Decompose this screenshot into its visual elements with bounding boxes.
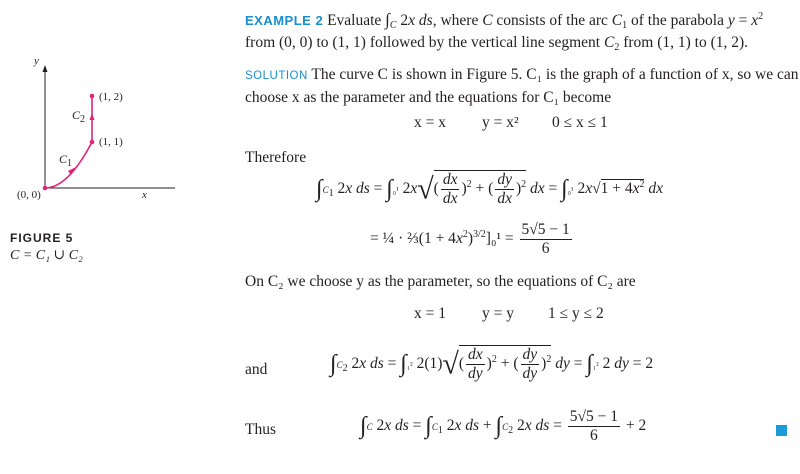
c2-parameter-line: On C₂ we choose y as the parameter, so the equations of C₂ are: [245, 273, 636, 290]
equation-3: ∫C 2x ds = $\int C_1$ 2x ds + $\int C_2$ 2x ds = $\frac{5√5 - 1}{6}$ + 2: [360, 408, 647, 444]
y-axis-label: y: [34, 55, 39, 67]
point-1-1-label: (1, 1): [99, 136, 123, 148]
therefore-label: Therefore: [245, 149, 307, 166]
figure-label: FIGURE 5: [10, 231, 74, 245]
equation-1-result: = ¼ · ⅔(1 + $4x^2)^{3/2}]_0^1$ = $\frac{5√5 - 1}{6}$: [370, 221, 570, 257]
param-eq-range: 0 ≤ x ≤ 1: [552, 114, 608, 131]
x-axis-label: x: [142, 189, 147, 201]
direction-arrow-C2: [90, 113, 95, 120]
param-eq2-x: x = 1: [414, 305, 446, 322]
equation-1: $\int C_1$ 2x ds = ∫₀¹ 2x√( $\frac{dx}{dx}$ )$^2$ + ( $\frac{dy}{dx}$ )$^2$ dx = ∫₀¹ $2x√1 + 4x^2$ dx: [316, 171, 663, 207]
thus-label: Thus: [245, 421, 276, 438]
param-eq2-range: 1 ≤ y ≤ 2: [548, 305, 604, 322]
point-1-2-label: (1, 2): [99, 91, 123, 103]
param-eq2-y: y = y: [482, 305, 514, 322]
solution-label: SOLUTION: [245, 70, 308, 82]
y-axis-arrow: [43, 65, 48, 72]
origin-label: (0, 0): [17, 189, 41, 201]
param-eq-y: y = x²: [482, 114, 519, 131]
example-label: EXAMPLE 2: [245, 13, 324, 28]
solution-line-2: choose x as the parameter and the equations for C₁ become: [245, 89, 612, 106]
figure-caption: C = C₁ ∪ C₂: [10, 248, 83, 263]
example-line-1: EXAMPLE 2 Evaluate $\int_C$ 2x ds, where C consists of the arc $C_1$ of the parabola $y = x^2$: [245, 10, 764, 31]
label-C1: $C_1$: [59, 152, 73, 169]
equation-2: $\int C_2$ 2x ds = ∫₁² 2(1)√( $\frac{dx}{dy}$ )$^2$ + ( $\frac{dy}{dy}$ )$^2$ dy = ∫₁² 2 dy = 2: [330, 346, 654, 382]
end-of-example-marker: [776, 425, 787, 436]
point-1-2: [90, 94, 95, 99]
solution-line-1: SOLUTION The curve C is shown in Figure 5. C₁ is the graph of a function of x, so we can: [245, 66, 799, 83]
param-eq-x: x = x: [414, 114, 446, 131]
point-1-1: [90, 140, 95, 145]
label-C2: $C_2$: [72, 108, 86, 125]
example-line-2: from (0, 0) to (1, 1) followed by the vertical line segment $C_2$ from (1, 1) to (1, 2).: [245, 34, 749, 53]
point-origin: [43, 186, 48, 191]
and-label: and: [245, 361, 268, 378]
